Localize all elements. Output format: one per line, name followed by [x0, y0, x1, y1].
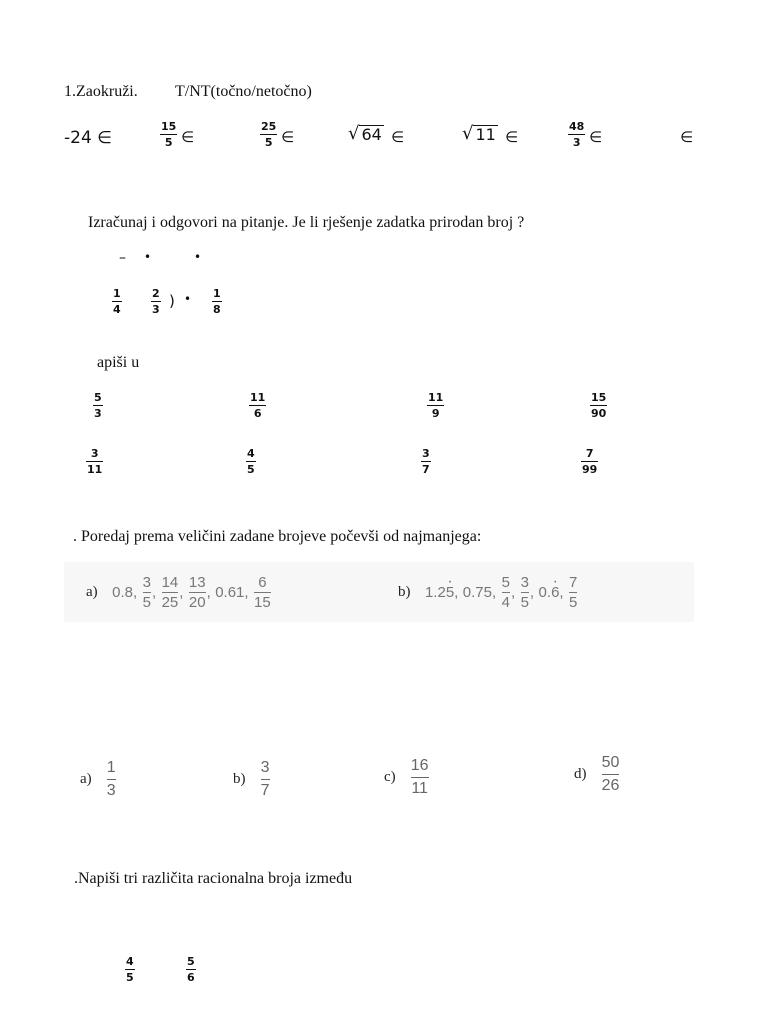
task6-instruction: .Napiši tri različita racionalna broja između	[74, 870, 353, 887]
radical-sign: √	[462, 123, 474, 144]
fraction: $\frac{50}{26}$	[601, 754, 620, 794]
mult-operator: •	[194, 250, 202, 264]
fraction: $\frac{6}{15}$	[254, 574, 271, 611]
part-b-label: b)	[398, 584, 411, 600]
task5-item-c: c) $\frac{16}{11}$	[384, 757, 429, 797]
element-of-symbol: ∈	[680, 128, 694, 146]
fraction: $\frac{14}{25}$	[161, 574, 179, 611]
task1-subtitle: T/NT(točno/netočno)	[175, 83, 312, 100]
task6-fraction-5-6: 5 6	[187, 955, 195, 984]
task1-expr-1: -24 ∈	[64, 128, 112, 148]
task2-fraction-1-8: 1 8	[213, 287, 221, 316]
task1-fraction-48-3: 48 3	[569, 120, 585, 149]
task3-fraction: 3 7	[422, 447, 430, 476]
element-of-symbol: ∈	[505, 128, 519, 146]
task4-exercise-image	[64, 562, 694, 622]
fraction: $\frac{5}{4}$	[501, 574, 510, 611]
fraction: $\frac{3}{7}$	[260, 759, 270, 799]
repeating-digit: 6 ·	[551, 584, 559, 601]
task1-title: 1.Zaokruži.	[64, 83, 138, 100]
task5-item-a: a) $\frac{1}{3}$	[80, 759, 116, 799]
element-of-symbol: ∈	[391, 128, 405, 146]
task2-instruction: Izračunaj i odgovori na pitanje. Je li rješenje zadatka prirodan broj ?	[88, 214, 525, 231]
element-of-symbol: ∈	[181, 128, 195, 146]
element-of-symbol: ∈	[281, 128, 295, 146]
mult-operator: •	[184, 292, 192, 306]
task3-fraction: 11 6	[250, 391, 266, 420]
fraction: $\frac{1}{3}$	[106, 759, 116, 799]
repeating-digit: 5 ·	[446, 584, 454, 601]
mult-operator: •	[144, 250, 152, 264]
task3-instruction: apiši u	[97, 354, 140, 371]
fraction: $\frac{3}{5}$	[142, 574, 151, 611]
task4-instruction: . Poredaj prema veličini zadane brojeve počevši od najmanjega:	[73, 528, 482, 545]
task2-fraction-1-4: 1 4	[113, 287, 121, 316]
radical-sign: √	[348, 123, 360, 144]
task1-sqrt-11: √ 11	[462, 123, 496, 144]
task1-sqrt-64: √ 64	[348, 123, 382, 144]
task3-fraction: 3 11	[87, 447, 103, 476]
task3-fraction: 15 90	[591, 391, 607, 420]
task5-item-b: b) $\frac{3}{7}$	[233, 759, 270, 799]
task1-fraction-15-5: 15 5	[161, 120, 177, 149]
fraction: $\frac{16}{11}$	[410, 757, 429, 797]
task4-part-b: b) 1.25 ·, 0.75, $\frac{5}{4}$ , $\frac{3}{5}$ , 0.6 ·, $\frac{7}{5}$	[398, 575, 578, 610]
task5-item-d: d) $\frac{50}{26}$	[574, 754, 620, 794]
fraction: $\frac{13}{20}$	[188, 574, 206, 611]
task6-fraction-4-5: 4 5	[126, 955, 134, 984]
minus-operator: –	[119, 250, 126, 266]
fraction: $\frac{3}{5}$	[520, 574, 529, 611]
part-a-label: a)	[86, 584, 98, 600]
task3-fraction: 11 9	[428, 391, 444, 420]
close-paren: )	[169, 292, 175, 310]
element-of-symbol: ∈	[589, 128, 603, 146]
task1-fraction-25-5: 25 5	[261, 120, 277, 149]
task3-fraction: 7 99	[582, 447, 598, 476]
task3-fraction: 5 3	[94, 391, 102, 420]
task3-fraction: 4 5	[247, 447, 255, 476]
fraction: $\frac{7}{5}$	[569, 574, 578, 611]
task4-part-a: a) 0.8, $\frac{3}{5}$ , $\frac{14}{25}$ , $\frac{13}{20}$ , 0.61, $\frac{6}{15}$	[86, 574, 271, 611]
task2-fraction-2-3: 2 3	[152, 287, 160, 316]
